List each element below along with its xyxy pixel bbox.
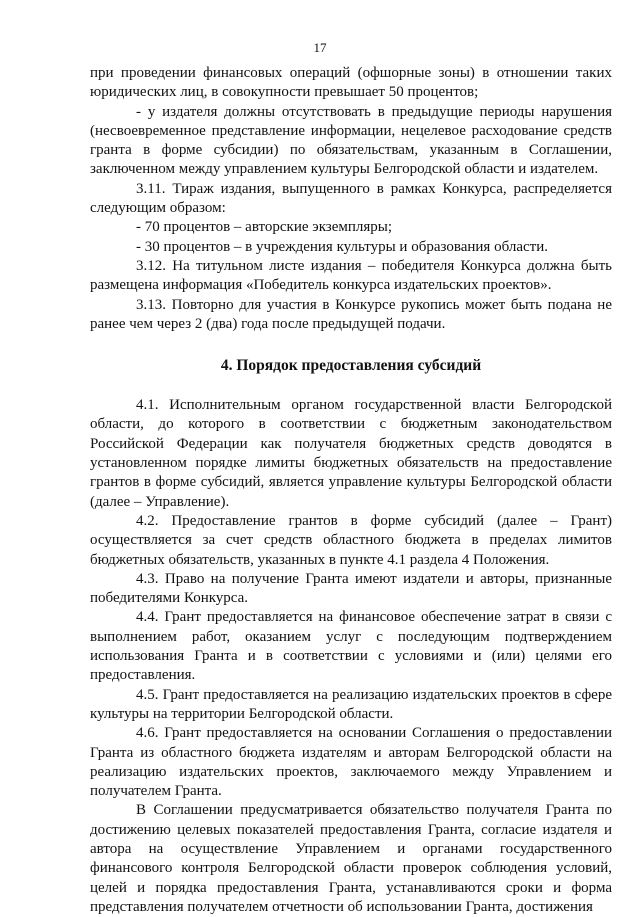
paragraph: 4.2. Предоставление грантов в форме субсидий (далее – Грант) осуществляется за счет средств областного бюджета в пределах лимитов бюджетных обязательств, указанных в пункте 4.1 раздела 4 Положения. bbox=[90, 512, 612, 568]
paragraph: 3.12. На титульном листе издания – победителя Конкурса должна быть размещена информация «Победитель конкурса издательских проектов». bbox=[90, 257, 612, 294]
paragraph: В Соглашении предусматривается обязательство получателя Гранта по достижению целевых показателей предоставления Гранта, согласие издателя и автора на осуществление Управлением и органами государственного финансового контроля Белгородской области проверок соблюдения условий, целей и порядка предоставления Гранта, устанавливаются сроки и форма представления получателем отчетности об использовании Гранта, достижения bbox=[90, 802, 612, 915]
paragraphs-before-heading bbox=[90, 64, 612, 334]
section-heading: 4. Порядок предоставления субсидий bbox=[220, 357, 482, 375]
paragraph: 3.11. Тираж издания, выпущенного в рамках Конкурса, распределяется следующим образом: bbox=[90, 180, 612, 217]
paragraph: - у издателя должны отсутствовать в предыдущие периоды нарушения (несвоевременное представление информации, нецелевое расходование средств гранта в форме субсидии) по обязательствам, указанным в Соглашении, заключенном между управлением культуры Белгородской области и издателем. bbox=[90, 103, 612, 178]
paragraphs-after-heading bbox=[90, 396, 612, 917]
paragraph: 4.4. Грант предоставляется на финансовое обеспечение затрат в связи с выполнением работ, оказанием услуг с последующим подтверждением использования Гранта и в соответствии с условиями и (или) целями его предоставления. bbox=[90, 609, 612, 684]
paragraph: 4.6. Грант предоставляется на основании Соглашения о предоставлении Гранта из областного бюджета издателям и авторам Белгородской области на реализацию издательских проектов, заключаемого между Управлением и получателем Гранта. bbox=[90, 725, 612, 800]
paragraph: 3.13. Повторно для участия в Конкурсе рукопись может быть подана не ранее чем через 2 (два) года после предыдущей подачи. bbox=[90, 296, 612, 332]
paragraph: - 30 процентов – в учреждения культуры и образования области. bbox=[136, 238, 548, 255]
paragraph: 4.1. Исполнительным органом государственной власти Белгородской области, до которого в соответствии с бюджетным законодательством Российской Федерации как получателя бюджетных средств доводятся в установленном порядке лимиты бюджетных обязательств на предоставление грантов в форме субсидий, является управление культуры Белгородской области (далее – Управление). bbox=[90, 397, 612, 510]
paragraph: при проведении финансовых операций (офшорные зоны) в отношении таких юридических лиц, в совокупности превышает 50 процентов; bbox=[90, 65, 612, 101]
paragraph: 4.3. Право на получение Гранта имеют издатели и авторы, признанные победителями Конкурса. bbox=[90, 570, 612, 607]
paragraph: - 70 процентов – авторские экземпляры; bbox=[136, 219, 393, 236]
document-body bbox=[90, 64, 612, 917]
paragraph: 4.5. Грант предоставляется на реализацию издательских проектов в сфере культуры на территории Белгородской области. bbox=[90, 686, 612, 722]
page-number: 17 bbox=[313, 40, 327, 55]
